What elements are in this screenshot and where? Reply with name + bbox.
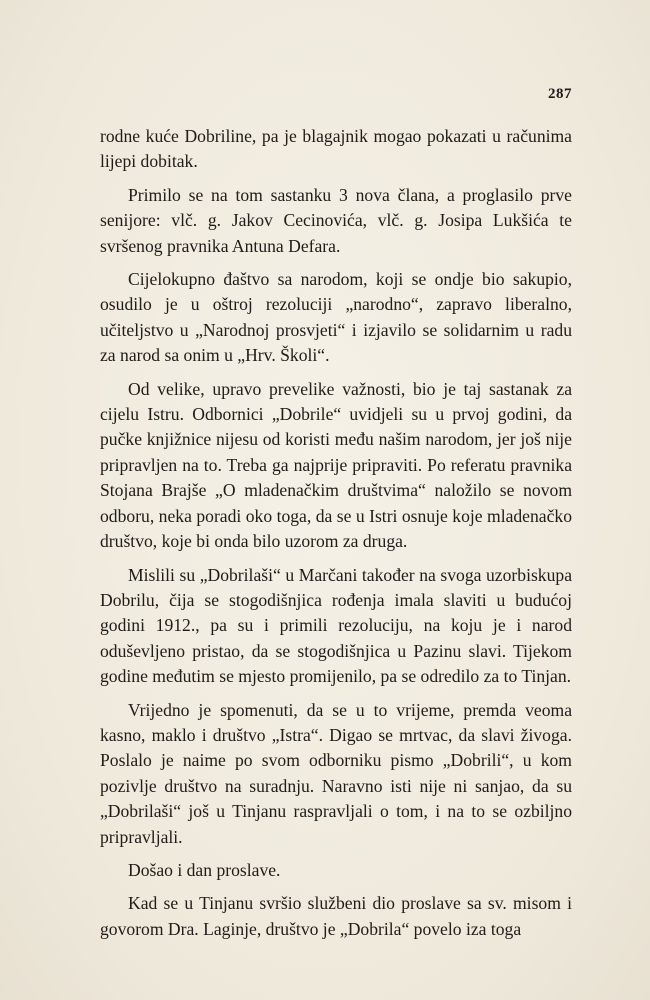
- body-text: [100, 124, 572, 942]
- paragraph: Vrijedno je spomenuti, da se u to vrijeme, premda veoma kasno, maklo i društvo „Istra“. Digao se mrtvac, da slavi živoga. Poslalo je naime po svom odborniku pismo „Dobrili“, u kom pozivlje društvo na suradnju. Naravno isti nije ni sanjao, da su „Dobrilaši“ još u Tinjanu raspravljali o tom, i na to se ozbiljno pripravljali.: [100, 699, 572, 847]
- page-number: 287: [548, 86, 572, 102]
- paragraph: Mislili su „Dobrilaši“ u Marčani također na svoga uzorbiskupa Dobrilu, čija se stogodišnjica rođenja imala slaviti u budućoj godini 1912., pa su i primili rezoluciju, na koju je i narod oduševljeno pristao, da se stogodišnjica u Pazinu slavi. Tijekom godine međutim se mjesto promijenilo, pa se odredilo za to Tinjan.: [100, 564, 572, 687]
- paragraph: Primilo se na tom sastanku 3 nova člana, a proglasilo prve senijore: vlč. g. Jakov Cecinovića, vlč. g. Josipa Lukšića te svršenog pravnika Antuna Defara.: [100, 184, 572, 256]
- paragraph: Došao i dan proslave.: [128, 859, 281, 880]
- paragraph: Kad se u Tinjanu svršio službeni dio proslave sa sv. misom i govorom Dra. Laginje, društvo je „Dobrila“ povelo iza toga: [100, 893, 572, 939]
- paragraph: rodne kuće Dobriline, pa je blagajnik mogao pokazati u računima lijepi dobitak.: [100, 126, 572, 172]
- paragraph: Od velike, upravo prevelike važnosti, bio je taj sastanak za cijelu Istru. Odbornici „Dobrile“ uvidjeli su u prvoj godini, da pučke knjižnice nijesu od koristi među našim narodom, jer još nije pripravljen na to. Treba ga najprije pripraviti. Po referatu pravnika Stojana Brajše „O mladenačkim društvima“ naložilo se novom odboru, neka poradi oko toga, da se u Istri osnuje koje mladenačko društvo, koje bi onda bilo uzorom za druga.: [100, 378, 572, 552]
- paragraph: Cijelokupno đaštvo sa narodom, koji se ondje bio sakupio, osudilo je u oštroj rezoluciji „narodno“, zapravo liberalno, učiteljstvo u „Narodnoj prosvjeti“ i izjavilo se solidarnim u radu za narod sa onim u „Hrv. Školi“.: [100, 269, 572, 366]
